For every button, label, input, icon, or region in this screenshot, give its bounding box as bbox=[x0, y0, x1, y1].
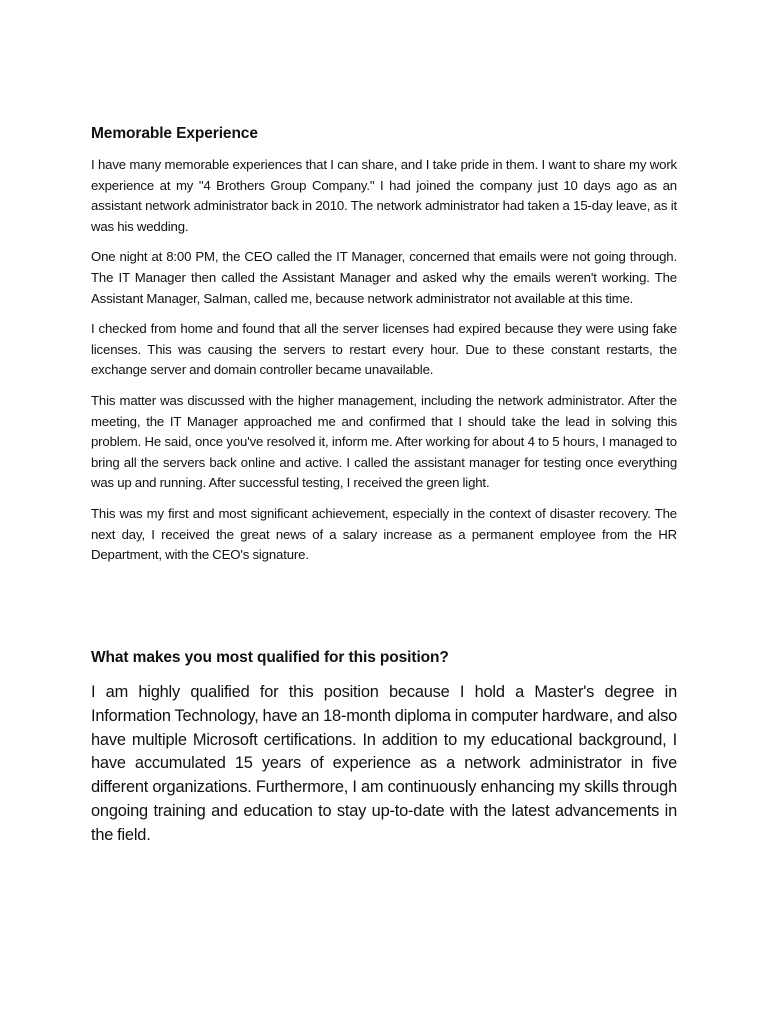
qualification-question-heading: What makes you most qualified for this position? bbox=[91, 649, 449, 666]
qualification-answer-paragraph: I am highly qualified for this position because I hold a Master's degree in Information Technology, have an 18-month diploma in computer hardware, and also have multiple Microsoft certifications. In addition to my educational background, I have accumulated 15 years of experience as a network administrator in five different organizations. Furthermore, I am continuously enhancing my skills through ongoing training and education to stay up-to-date with the latest advancements in the field. bbox=[91, 683, 677, 844]
memorable-experience-body bbox=[91, 155, 677, 576]
paragraph: One night at 8:00 PM, the CEO called the IT Manager, concerned that emails were not going through. The IT Manager then called the Assistant Manager and asked why the emails weren't working. The Assistant Manager, Salman, called me, because network administrator not available at this time. bbox=[91, 249, 677, 306]
paragraph: This was my first and most significant achievement, especially in the context of disaster recovery. The next day, I received the great news of a salary increase as a permanent employee from the HR Department, with the CEO's signature. bbox=[91, 505, 677, 563]
paragraph: This matter was discussed with the higher management, including the network administrator. After the meeting, the IT Manager approached me and confirmed that I should take the lead in solving this problem. He said, once you've resolved it, inform me. After working for about 4 to 5 hours, I managed to bring all the servers back online and active. I called the assistant manager for testing once everything was up and running. After successful testing, I received the green light. bbox=[91, 392, 677, 491]
paragraph: I checked from home and found that all the server licenses had expired because they were using fake licenses. This was causing the servers to restart every hour. Due to these constant restarts, the exchange server and domain controller became unavailable. bbox=[91, 321, 677, 378]
paragraph: I have many memorable experiences that I can share, and I take pride in them. I want to share my work experience at my "4 Brothers Group Company." I had joined the company just 10 days ago as an assistant network administrator back in 2010. The network administrator had taken a 15-day leave, as it was his wedding. bbox=[91, 157, 677, 234]
memorable-experience-heading: Memorable Experience bbox=[91, 125, 258, 142]
